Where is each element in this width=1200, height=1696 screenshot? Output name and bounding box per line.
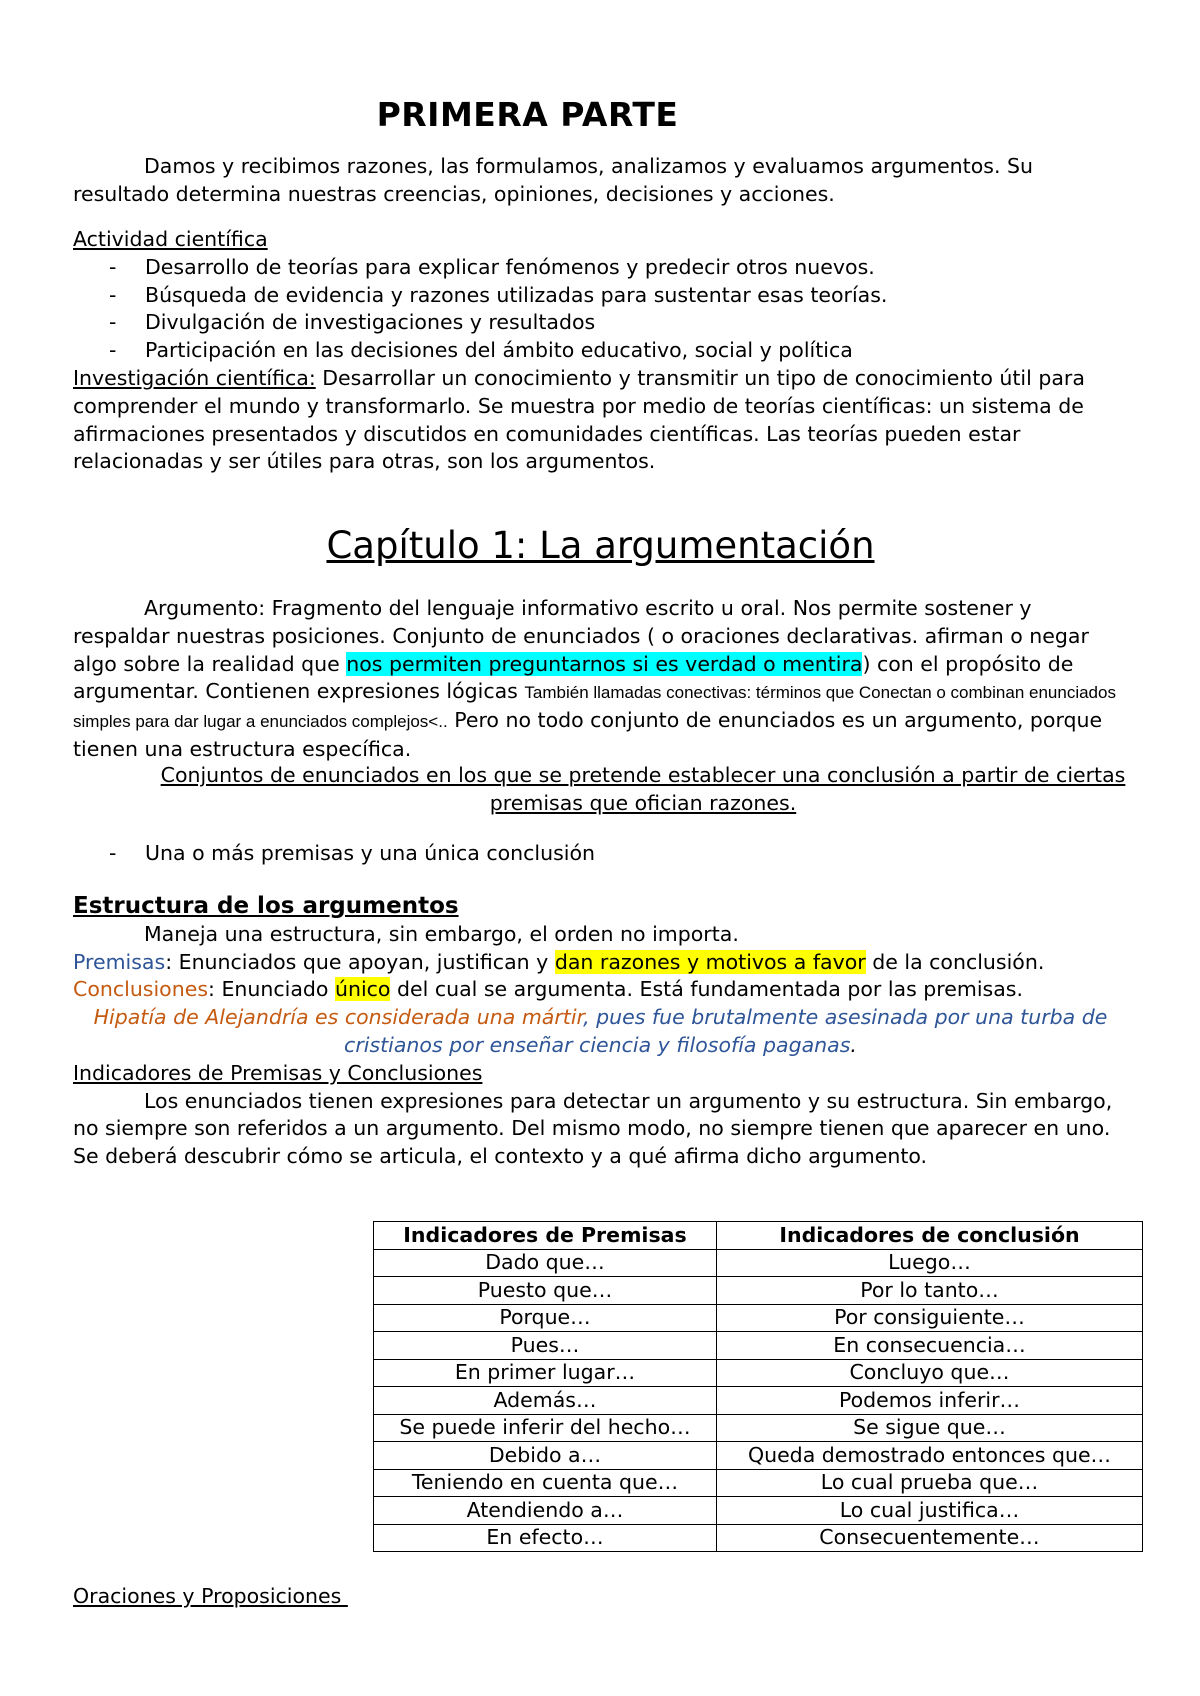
list-item: - Búsqueda de evidencia y razones utilizadas para sustentar esas teorías. (109, 282, 888, 307)
actividad-heading: Actividad científica (73, 227, 268, 251)
table-row: Además… Podemos inferir… (374, 1387, 1143, 1415)
table-row: Teniendo en cuenta que… Lo cual prueba que… (374, 1469, 1143, 1497)
table-row: Atendiendo a… Lo cual justifica… (374, 1497, 1143, 1525)
table-row: Se puede inferir del hecho… Se sigue que… (374, 1414, 1143, 1442)
list-item: - Desarrollo de teorías para explicar fenómenos y predecir otros nuevos. (109, 254, 875, 279)
example: Hipatía de Alejandría es considerada una mártir, pues fue brutalmente asesinada por una turba de cristianos por enseñar ciencia y filosofía paganas. (93, 1005, 1108, 1057)
premisas-definition: Premisas: Enunciados que apoyan, justifican y dan razones y motivos a favor de la conclusión. (73, 949, 1045, 974)
investigacion-label: Investigación científica: (73, 365, 316, 390)
highlighted-text: nos permiten preguntarnos si es verdad o mentira (346, 651, 863, 676)
definition: Conjuntos de enunciados en los que se pretende establecer una conclusión a partir de ciertas premisas que ofician razones. (160, 763, 1126, 815)
actividad-list (73, 254, 1128, 365)
list-item: - Participación en las decisiones del ámbito educativo, social y política (109, 338, 853, 363)
oraciones-heading: Oraciones y Proposiciones (73, 1584, 348, 1608)
estructura-section (73, 893, 1128, 1171)
intro-paragraph: Damos y recibimos razones, las formulamos, analizamos y evaluamos argumentos. Su resultado determina nuestras creencias, opiniones, decisiones y acciones. (73, 154, 1033, 206)
small-note: También llamadas conectivas: términos que Conectan o combinan enunciados simples para dar lugar a enunciados complejos<.. (73, 683, 1116, 732)
table-row: En efecto… Consecuentemente… (374, 1524, 1143, 1552)
actividad-section (73, 226, 1128, 476)
col-header: Indicadores de conclusión (717, 1222, 1143, 1250)
page-title: PRIMERA PARTE (376, 95, 679, 134)
conclusiones-definition: Conclusiones: Enunciado único del cual se argumenta. Está fundamentada por las premisas. (73, 977, 1023, 1002)
col-header: Indicadores de Premisas (374, 1222, 717, 1250)
table-row: Puesto que… Por lo tanto… (374, 1277, 1143, 1305)
chapter-title: Capítulo 1: La argumentación (326, 524, 875, 567)
estructura-intro: Maneja una estructura, sin embargo, el orden no importa. (144, 921, 739, 946)
table-row: En primer lugar… Concluyo que… (374, 1359, 1143, 1387)
list-item: - Una o más premisas y una única conclusión (109, 841, 595, 865)
indicadores-heading: Indicadores de Premisas y Conclusiones (73, 1060, 483, 1085)
table-row: Dado que… Luego… (374, 1249, 1143, 1277)
table-row: Pues… En consecuencia… (374, 1332, 1143, 1360)
table-row: Debido a… Queda demostrado entonces que… (374, 1442, 1143, 1470)
list-item: - Divulgación de investigaciones y resultados (109, 310, 596, 335)
table-row: Porque… Por consiguiente… (374, 1304, 1143, 1332)
indicadores-table (373, 1221, 1143, 1552)
table-header-row (374, 1222, 1143, 1250)
premisas-label: Premisas (73, 949, 166, 974)
indicadores-text: Los enunciados tienen expresiones para detectar un argumento y su estructura. Sin embargo, no siempre son referidos a un argumento. Del mismo modo, no siempre tienen que aparecer en uno. Se deberá descubrir cómo se articula, el contexto y a qué afirma dicho argumento. (73, 1088, 1113, 1169)
conclusiones-label: Conclusiones (73, 977, 209, 1002)
investigacion-paragraph: Investigación científica: Desarrollar un conocimiento y transmitir un tipo de conocimiento útil para comprender el mundo y transformarlo. Se muestra por medio de teorías científicas: un sistema de afirmaciones presentados y discutidos en comunidades científicas. Las teorías pueden estar relacionadas y ser útiles para otras, son los argumentos. (73, 365, 1085, 474)
estructura-heading: Estructura de los argumentos (73, 893, 459, 919)
argumento-paragraph: Argumento: Fragmento del lenguaje informativo escrito u oral. Nos permite sostener y respaldar nuestras posiciones. Conjunto de enunciados ( o oraciones declarativas. afirman o negar algo sobre la realidad que nos permiten preguntarnos si es verdad o mentira) con el propósito de argumentar. Contienen expresiones lógicas También llamadas conectivas: términos que Conectan o combinan enunciados simples para dar lugar a enunciados complejos<.. Pero no todo conjunto de enunciados es un argumento, porque tienen una estructura específica. (73, 596, 1116, 761)
premisas-list (73, 840, 1128, 868)
